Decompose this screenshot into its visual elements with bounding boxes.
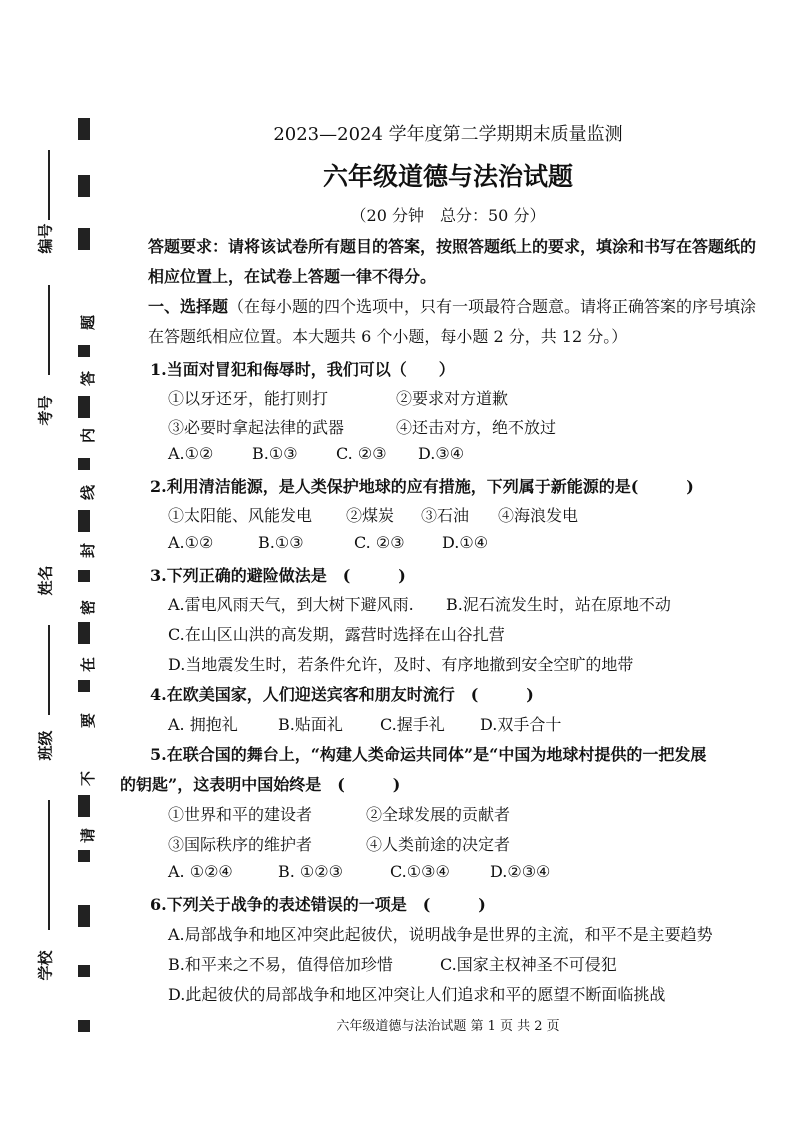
seal-dash [78,458,90,470]
seal-char: 题 [79,314,98,331]
question-5-choice-a[interactable]: A. ①②④ [168,862,233,881]
question-6-choice-a[interactable]: A.局部战争和地区冲突此起彼伏，说明战争是世界的主流，和平不是主要趋势 [168,925,713,944]
question-2-choice-a[interactable]: A.①② [168,533,214,552]
question-2-stem: 2.利用清洁能源，是人类保护地球的应有措施，下列属于新能源的是( ) [150,477,694,496]
seal-char: 不 [79,770,98,787]
fill-line [48,150,50,220]
seal-char: 答 [79,370,98,387]
question-4-choice-d[interactable]: D.双手合十 [480,715,562,734]
question-1-choice-c[interactable]: C. ②③ [336,444,387,463]
question-5-item: ③国际秩序的维护者 [168,835,313,854]
question-1-choice-d[interactable]: D.③④ [418,444,465,463]
question-5-choice-d[interactable]: D.②③④ [490,862,551,881]
fill-line [48,625,50,715]
seal-dash [78,680,90,692]
question-1-choice-b[interactable]: B.①③ [252,444,298,463]
seal-dash [78,622,90,644]
seal-dash [78,850,90,862]
question-4-choice-a[interactable]: A. 拥抱礼 [168,715,238,734]
question-4-choice-b[interactable]: B.贴面礼 [278,715,343,734]
seal-char: 在 [79,656,98,673]
question-3-choice-c[interactable]: C.在山区山洪的高发期，露营时选择在山谷扎营 [168,625,505,644]
question-3-choice-a[interactable]: A.雷电风雨天气，到大树下避风雨. [168,595,414,614]
label-class: 班级 [36,730,55,761]
question-2-item: ③石油 [421,506,470,525]
exam-title: 2023—2024 学年度第二学期期末质量监测 [273,124,623,145]
seal-dash [78,228,90,250]
section-intro [148,292,760,352]
question-1-stem: 1.当面对冒犯和侮辱时，我们可以（ ） [150,360,455,379]
question-6-choice-d[interactable]: D.此起彼伏的局部战争和地区冲突让人们追求和平的愿望不断面临挑战 [168,985,666,1004]
label-name: 姓名 [36,565,55,596]
label-number: 编号 [36,223,55,254]
label-exam-number: 考号 [36,395,55,426]
binding-margin [0,0,120,1122]
question-5-item: ②全球发展的贡献者 [366,805,511,824]
question-2-item: ④海浪发电 [498,506,579,525]
question-6-choice-c[interactable]: C.国家主权神圣不可侵犯 [440,955,617,974]
subject-title: 六年级道德与法治试题 [322,162,573,191]
question-1-item: ②要求对方道歉 [396,389,509,408]
seal-dash [78,175,90,197]
seal-char: 封 [79,542,98,559]
question-5-item: ①世界和平的建设者 [168,805,313,824]
fill-line [48,800,50,930]
seal-char: 线 [79,484,98,501]
exam-meta: （20 分钟 总分：50 分） [350,206,546,225]
seal-char: 请 [79,827,98,844]
question-2-item: ①太阳能、风能发电 [168,506,313,525]
question-1-item: ①以牙还牙，能打则打 [168,389,329,408]
question-5-stem: 5.在联合国的舞台上，“构建人类命运共同体”是“中国为地球村提供的一把发展 [150,745,707,764]
fill-line [48,285,50,375]
seal-char: 要 [79,712,98,729]
page-footer: 六年级道德与法治试题 第 1 页 共 2 页 [336,1019,560,1034]
label-school: 学校 [36,950,55,981]
instructions: 答题要求：请将该试卷所有题目的答案，按照答题纸上的要求，填涂和书写在答题纸的相应位置上，在试卷上答题一律不得分。 [148,237,757,286]
question-2-choice-c[interactable]: C. ②③ [354,533,405,552]
seal-dash [78,570,90,582]
seal-dash [78,396,90,418]
question-5-stem-cont: 的钥匙”，这表明中国始终是 ( ) [120,775,401,794]
question-1-item: ④还击对方，绝不放过 [396,418,557,437]
question-1-item: ③必要时拿起法律的武器 [168,418,345,437]
section-description: （在每小题的四个选项中，只有一项最符合题意。请将正确答案的序号填涂在答题纸相应位置。本大题共 6 个小题，每小题 2 分，共 12 分。） [148,297,757,346]
question-3-choice-b[interactable]: B.泥石流发生时，站在原地不动 [446,595,671,614]
question-3-choice-d[interactable]: D.当地震发生时，若条件允许，及时、有序地撤到安全空旷的地带 [168,655,634,674]
seal-dash [78,965,90,977]
question-5-choice-c[interactable]: C.①③④ [390,862,450,881]
question-2-item: ②煤炭 [346,506,395,525]
question-2-choice-d[interactable]: D.①④ [442,533,489,552]
question-4-choice-c[interactable]: C.握手礼 [380,715,445,734]
question-4-stem: 4.在欧美国家，人们迎送宾客和朋友时流行 ( ) [150,685,534,704]
question-5-choice-b[interactable]: B. ①②③ [278,862,343,881]
seal-dash [78,118,90,140]
seal-dash [78,905,90,927]
seal-char: 内 [79,427,98,444]
question-3-stem: 3.下列正确的避险做法是 ( ) [150,566,406,585]
question-6-choice-b[interactable]: B.和平来之不易，值得倍加珍惜 [168,955,393,974]
question-5-item: ④人类前途的决定者 [366,835,511,854]
seal-dash [78,345,90,357]
seal-char: 密 [79,599,98,616]
question-2-choice-b[interactable]: B.①③ [258,533,304,552]
seal-dash [78,1020,90,1032]
question-1-choice-a[interactable]: A.①② [168,444,214,463]
seal-dash [78,795,90,817]
question-6-stem: 6.下列关于战争的表述错误的一项是 ( ) [150,895,486,914]
seal-dash [78,510,90,532]
section-title: 一、选择题 [148,297,229,316]
